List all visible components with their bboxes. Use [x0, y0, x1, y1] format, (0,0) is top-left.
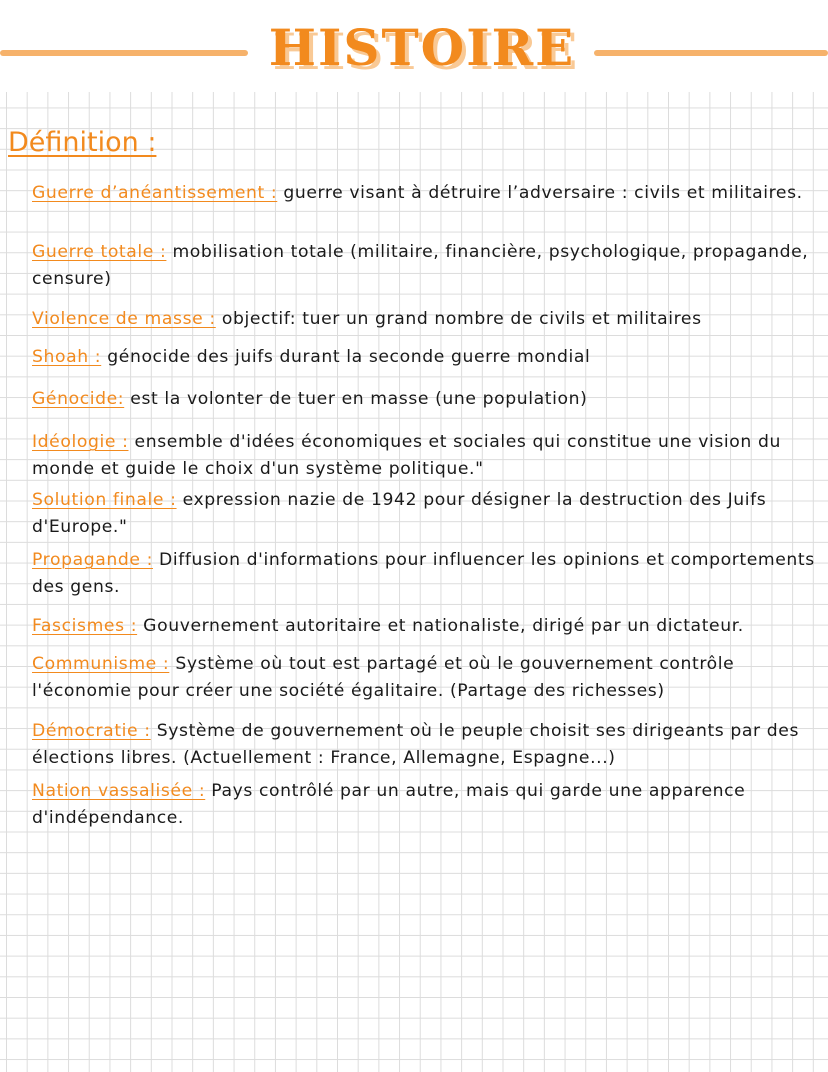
definition-term: Shoah :	[32, 347, 102, 367]
definition-text: guerre visant à détruire l’adversaire : civils et militaires.	[277, 183, 803, 203]
definition-text: Système de gouvernement où le peuple choisit ses dirigeants par des élections libres. (Actuellement : France, Allemagne, Espagne...)	[32, 721, 800, 768]
definition-text: expression nazie de 1942 pour désigner la destruction des Juifs d'Europe."	[32, 490, 767, 537]
definition-text: Diffusion d'informations pour influencer les opinions et comportements des gens.	[32, 550, 815, 597]
definition-term: Solution finale :	[32, 490, 177, 510]
definition-item	[32, 651, 824, 704]
definition-text: Système où tout est partagé et où le gouvernement contrôle l'économie pour créer une société égalitaire. (Partage des richesses)	[32, 654, 735, 701]
definition-item	[32, 344, 824, 371]
page-title: HISTOIRE	[268, 18, 576, 77]
definition-item	[32, 613, 824, 640]
definition-item	[32, 386, 824, 413]
definition-term: Guerre totale :	[32, 242, 167, 262]
definition-item	[32, 429, 824, 482]
definition-text: objectif: tuer un grand nombre de civils et militaires	[215, 309, 702, 329]
definition-term: Idéologie :	[32, 432, 129, 452]
title-rule-right	[594, 50, 828, 56]
definition-term: Communisme :	[32, 654, 170, 674]
definition-term: Démocratie :	[32, 721, 151, 741]
definition-text: génocide des juifs durant la seconde guerre mondial	[101, 347, 591, 367]
definition-item	[32, 487, 824, 540]
definition-term: Génocide:	[32, 389, 125, 409]
definition-text: mobilisation totale (militaire, financière, psychologique, propagande, censure)	[32, 242, 809, 289]
definition-item	[32, 239, 824, 292]
definition-item	[32, 180, 824, 207]
definition-item	[32, 718, 824, 771]
definition-term: Violence de masse :	[32, 309, 216, 329]
definition-term: Fascismes :	[32, 616, 138, 636]
definition-item	[32, 778, 824, 831]
definition-item	[32, 547, 824, 600]
definition-text: Pays contrôlé par un autre, mais qui garde une apparence d'indépendance.	[32, 781, 746, 828]
definition-term: Guerre d’anéantissement :	[32, 183, 278, 203]
definition-item	[32, 306, 824, 333]
definition-text: ensemble d'idées économiques et sociales qui constitue une vision du monde et guide le choix d'un système politique."	[32, 432, 781, 479]
definition-text: est la volonter de tuer en masse (une population)	[124, 389, 588, 409]
section-heading: Définition :	[8, 127, 157, 158]
definition-term: Propagande :	[32, 550, 153, 570]
definition-text: Gouvernement autoritaire et nationaliste, dirigé par un dictateur.	[137, 616, 744, 636]
definition-term: Nation vassalisée :	[32, 781, 206, 801]
title-rule-left	[0, 50, 248, 56]
